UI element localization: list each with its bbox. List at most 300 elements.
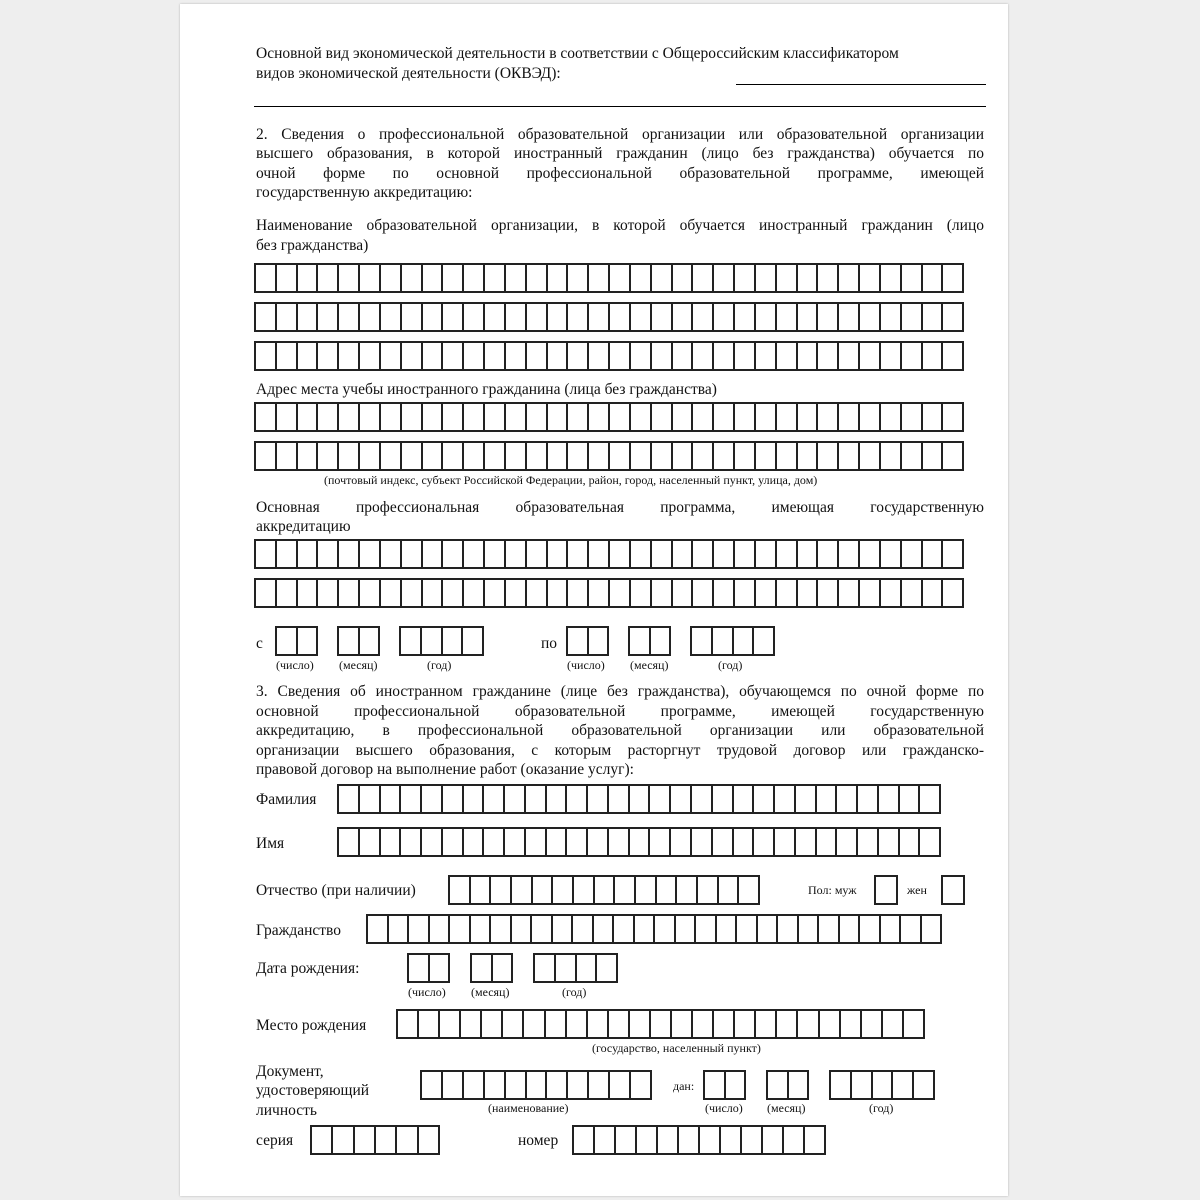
program-row-2[interactable] <box>254 578 964 608</box>
box-cell[interactable] <box>484 784 505 814</box>
box-cell[interactable] <box>409 914 430 944</box>
box-cell[interactable] <box>409 953 430 983</box>
box-cell[interactable] <box>485 341 506 371</box>
box-cell[interactable] <box>839 441 860 471</box>
box-cell[interactable] <box>796 784 817 814</box>
box-cell[interactable] <box>401 626 422 656</box>
box-cell[interactable] <box>860 302 881 332</box>
box-cell[interactable] <box>735 578 756 608</box>
box-cell[interactable] <box>527 263 548 293</box>
box-cell[interactable] <box>548 578 569 608</box>
box-cell[interactable] <box>615 875 636 905</box>
box-cell[interactable] <box>423 539 444 569</box>
box-cell[interactable] <box>902 402 923 432</box>
box-cell[interactable] <box>636 875 657 905</box>
box-cell[interactable] <box>943 441 964 471</box>
box-cell[interactable] <box>402 341 423 371</box>
box-cell[interactable] <box>527 441 548 471</box>
box-cell[interactable] <box>817 827 838 857</box>
to-day-cells[interactable] <box>566 626 609 656</box>
box-cell[interactable] <box>631 341 652 371</box>
box-cell[interactable] <box>692 827 713 857</box>
box-cell[interactable] <box>735 263 756 293</box>
box-cell[interactable] <box>594 914 615 944</box>
box-cell[interactable] <box>277 341 298 371</box>
box-cell[interactable] <box>713 827 734 857</box>
box-cell[interactable] <box>777 441 798 471</box>
id-issue-month-cells[interactable] <box>766 1070 809 1100</box>
box-cell[interactable] <box>443 263 464 293</box>
box-cell[interactable] <box>443 578 464 608</box>
box-cell[interactable] <box>589 1070 610 1100</box>
box-cell[interactable] <box>777 263 798 293</box>
box-cell[interactable] <box>464 341 485 371</box>
box-cell[interactable] <box>839 539 860 569</box>
series-cells[interactable] <box>310 1125 440 1155</box>
box-cell[interactable] <box>860 441 881 471</box>
box-cell[interactable] <box>440 1009 461 1039</box>
box-cell[interactable] <box>256 302 277 332</box>
box-cell[interactable] <box>568 578 589 608</box>
box-cell[interactable] <box>610 341 631 371</box>
to-month-cells[interactable] <box>628 626 671 656</box>
box-cell[interactable] <box>389 914 410 944</box>
box-cell[interactable] <box>673 441 694 471</box>
box-cell[interactable] <box>651 626 672 656</box>
box-cell[interactable] <box>589 441 610 471</box>
box-cell[interactable] <box>360 784 381 814</box>
box-cell[interactable] <box>819 914 840 944</box>
box-cell[interactable] <box>693 402 714 432</box>
box-cell[interactable] <box>714 302 735 332</box>
box-cell[interactable] <box>943 402 964 432</box>
box-cell[interactable] <box>333 1125 354 1155</box>
box-cell[interactable] <box>464 539 485 569</box>
box-cell[interactable] <box>873 1070 894 1100</box>
box-cell[interactable] <box>754 784 775 814</box>
box-cell[interactable] <box>943 539 964 569</box>
box-cell[interactable] <box>734 626 755 656</box>
box-cell[interactable] <box>443 784 464 814</box>
box-cell[interactable] <box>902 302 923 332</box>
box-cell[interactable] <box>527 341 548 371</box>
box-cell[interactable] <box>527 578 548 608</box>
box-cell[interactable] <box>553 914 574 944</box>
box-cell[interactable] <box>798 441 819 471</box>
box-cell[interactable] <box>277 302 298 332</box>
birth-year-cells[interactable] <box>533 953 618 983</box>
box-cell[interactable] <box>318 402 339 432</box>
box-cell[interactable] <box>464 578 485 608</box>
box-cell[interactable] <box>852 1070 873 1100</box>
box-cell[interactable] <box>920 827 941 857</box>
id-issue-year-cells[interactable] <box>829 1070 935 1100</box>
box-cell[interactable] <box>798 302 819 332</box>
box-cell[interactable] <box>714 1009 735 1039</box>
org-name-row-3[interactable] <box>254 341 964 371</box>
box-cell[interactable] <box>484 827 505 857</box>
box-cell[interactable] <box>443 341 464 371</box>
box-cell[interactable] <box>923 263 944 293</box>
box-cell[interactable] <box>298 441 319 471</box>
box-cell[interactable] <box>339 626 360 656</box>
box-cell[interactable] <box>734 827 755 857</box>
birth-day-cells[interactable] <box>407 953 450 983</box>
box-cell[interactable] <box>902 539 923 569</box>
from-month-cells[interactable] <box>337 626 380 656</box>
box-cell[interactable] <box>784 1125 805 1155</box>
box-cell[interactable] <box>818 341 839 371</box>
box-cell[interactable] <box>491 875 512 905</box>
box-cell[interactable] <box>758 914 779 944</box>
box-cell[interactable] <box>652 263 673 293</box>
box-cell[interactable] <box>671 827 692 857</box>
box-cell[interactable] <box>318 341 339 371</box>
box-cell[interactable] <box>277 539 298 569</box>
box-cell[interactable] <box>298 263 319 293</box>
box-cell[interactable] <box>595 1125 616 1155</box>
box-cell[interactable] <box>742 1125 763 1155</box>
box-cell[interactable] <box>547 1070 568 1100</box>
box-cell[interactable] <box>485 263 506 293</box>
okved-input-line-2[interactable] <box>254 106 986 107</box>
box-cell[interactable] <box>943 263 964 293</box>
box-cell[interactable] <box>589 302 610 332</box>
box-cell[interactable] <box>381 578 402 608</box>
box-cell[interactable] <box>503 1009 524 1039</box>
box-cell[interactable] <box>339 341 360 371</box>
box-cell[interactable] <box>339 263 360 293</box>
box-cell[interactable] <box>485 441 506 471</box>
box-cell[interactable] <box>461 1009 482 1039</box>
box-cell[interactable] <box>817 784 838 814</box>
box-cell[interactable] <box>567 827 588 857</box>
box-cell[interactable] <box>610 441 631 471</box>
box-cell[interactable] <box>799 914 820 944</box>
box-cell[interactable] <box>339 578 360 608</box>
box-cell[interactable] <box>775 827 796 857</box>
box-cell[interactable] <box>831 1070 852 1100</box>
box-cell[interactable] <box>568 402 589 432</box>
box-cell[interactable] <box>673 341 694 371</box>
box-cell[interactable] <box>818 539 839 569</box>
box-cell[interactable] <box>904 1009 925 1039</box>
box-cell[interactable] <box>630 827 651 857</box>
box-cell[interactable] <box>381 402 402 432</box>
box-cell[interactable] <box>318 441 339 471</box>
box-cell[interactable] <box>839 302 860 332</box>
box-cell[interactable] <box>506 402 527 432</box>
box-cell[interactable] <box>754 626 775 656</box>
box-cell[interactable] <box>719 875 740 905</box>
box-cell[interactable] <box>298 626 319 656</box>
box-cell[interactable] <box>556 953 577 983</box>
box-cell[interactable] <box>763 1125 784 1155</box>
box-cell[interactable] <box>705 1070 726 1100</box>
box-cell[interactable] <box>756 1009 777 1039</box>
box-cell[interactable] <box>443 1070 464 1100</box>
box-cell[interactable] <box>610 402 631 432</box>
box-cell[interactable] <box>818 402 839 432</box>
box-cell[interactable] <box>614 914 635 944</box>
box-cell[interactable] <box>858 827 879 857</box>
box-cell[interactable] <box>756 302 777 332</box>
box-cell[interactable] <box>610 302 631 332</box>
box-cell[interactable] <box>397 1125 418 1155</box>
box-cell[interactable] <box>796 827 817 857</box>
box-cell[interactable] <box>464 827 485 857</box>
box-cell[interactable] <box>512 914 533 944</box>
box-cell[interactable] <box>381 263 402 293</box>
box-cell[interactable] <box>631 441 652 471</box>
box-cell[interactable] <box>360 302 381 332</box>
box-cell[interactable] <box>677 875 698 905</box>
box-cell[interactable] <box>735 302 756 332</box>
box-cell[interactable] <box>805 1125 826 1155</box>
box-cell[interactable] <box>256 441 277 471</box>
box-cell[interactable] <box>443 539 464 569</box>
box-cell[interactable] <box>485 578 506 608</box>
box-cell[interactable] <box>505 784 526 814</box>
box-cell[interactable] <box>568 626 589 656</box>
box-cell[interactable] <box>568 441 589 471</box>
box-cell[interactable] <box>443 441 464 471</box>
box-cell[interactable] <box>485 402 506 432</box>
box-cell[interactable] <box>318 539 339 569</box>
box-cell[interactable] <box>676 914 697 944</box>
box-cell[interactable] <box>398 1009 419 1039</box>
box-cell[interactable] <box>339 539 360 569</box>
box-cell[interactable] <box>679 1125 700 1155</box>
box-cell[interactable] <box>423 341 444 371</box>
box-cell[interactable] <box>526 827 547 857</box>
box-cell[interactable] <box>256 402 277 432</box>
box-cell[interactable] <box>402 441 423 471</box>
box-cell[interactable] <box>548 341 569 371</box>
box-cell[interactable] <box>464 441 485 471</box>
box-cell[interactable] <box>777 402 798 432</box>
box-cell[interactable] <box>839 341 860 371</box>
box-cell[interactable] <box>548 402 569 432</box>
box-cell[interactable] <box>943 302 964 332</box>
box-cell[interactable] <box>360 441 381 471</box>
box-cell[interactable] <box>635 914 656 944</box>
box-cell[interactable] <box>568 539 589 569</box>
box-cell[interactable] <box>450 914 471 944</box>
box-cell[interactable] <box>692 626 713 656</box>
box-cell[interactable] <box>713 784 734 814</box>
id-doc-name-cells[interactable] <box>420 1070 652 1100</box>
box-cell[interactable] <box>717 914 738 944</box>
box-cell[interactable] <box>355 1125 376 1155</box>
box-cell[interactable] <box>506 539 527 569</box>
box-cell[interactable] <box>567 784 588 814</box>
box-cell[interactable] <box>527 1070 548 1100</box>
box-cell[interactable] <box>574 1125 595 1155</box>
box-cell[interactable] <box>548 441 569 471</box>
box-cell[interactable] <box>376 1125 397 1155</box>
box-cell[interactable] <box>360 827 381 857</box>
box-cell[interactable] <box>671 784 692 814</box>
box-cell[interactable] <box>714 539 735 569</box>
box-cell[interactable] <box>589 578 610 608</box>
box-cell[interactable] <box>902 441 923 471</box>
box-cell[interactable] <box>920 784 941 814</box>
box-cell[interactable] <box>883 1009 904 1039</box>
box-cell[interactable] <box>548 263 569 293</box>
from-year-cells[interactable] <box>399 626 484 656</box>
box-cell[interactable] <box>631 302 652 332</box>
birth-month-cells[interactable] <box>470 953 513 983</box>
box-cell[interactable] <box>526 784 547 814</box>
box-cell[interactable] <box>506 302 527 332</box>
box-cell[interactable] <box>589 626 610 656</box>
box-cell[interactable] <box>756 263 777 293</box>
box-cell[interactable] <box>381 827 402 857</box>
box-cell[interactable] <box>735 441 756 471</box>
box-cell[interactable] <box>589 341 610 371</box>
org-name-row-1[interactable] <box>254 263 964 293</box>
box-cell[interactable] <box>923 402 944 432</box>
box-cell[interactable] <box>789 1070 810 1100</box>
box-cell[interactable] <box>696 914 717 944</box>
box-cell[interactable] <box>401 827 422 857</box>
citizenship-cells[interactable] <box>366 914 942 944</box>
box-cell[interactable] <box>652 441 673 471</box>
box-cell[interactable] <box>553 875 574 905</box>
box-cell[interactable] <box>922 914 943 944</box>
box-cell[interactable] <box>277 578 298 608</box>
box-cell[interactable] <box>339 441 360 471</box>
box-cell[interactable] <box>443 827 464 857</box>
box-cell[interactable] <box>714 441 735 471</box>
box-cell[interactable] <box>506 341 527 371</box>
box-cell[interactable] <box>277 626 298 656</box>
box-cell[interactable] <box>595 875 616 905</box>
box-cell[interactable] <box>798 341 819 371</box>
box-cell[interactable] <box>443 302 464 332</box>
box-cell[interactable] <box>381 539 402 569</box>
box-cell[interactable] <box>402 263 423 293</box>
box-cell[interactable] <box>693 302 714 332</box>
box-cell[interactable] <box>506 578 527 608</box>
number-cells[interactable] <box>572 1125 826 1155</box>
box-cell[interactable] <box>631 578 652 608</box>
box-cell[interactable] <box>577 953 598 983</box>
box-cell[interactable] <box>464 1070 485 1100</box>
box-cell[interactable] <box>879 784 900 814</box>
box-cell[interactable] <box>423 578 444 608</box>
box-cell[interactable] <box>464 302 485 332</box>
box-cell[interactable] <box>256 263 277 293</box>
box-cell[interactable] <box>277 441 298 471</box>
box-cell[interactable] <box>881 302 902 332</box>
box-cell[interactable] <box>616 1125 637 1155</box>
box-cell[interactable] <box>652 341 673 371</box>
box-cell[interactable] <box>402 578 423 608</box>
box-cell[interactable] <box>402 302 423 332</box>
box-cell[interactable] <box>493 953 514 983</box>
box-cell[interactable] <box>527 539 548 569</box>
box-cell[interactable] <box>609 1009 630 1039</box>
box-cell[interactable] <box>277 402 298 432</box>
box-cell[interactable] <box>860 914 881 944</box>
box-cell[interactable] <box>881 914 902 944</box>
box-cell[interactable] <box>881 539 902 569</box>
address-row-2[interactable] <box>254 441 964 471</box>
box-cell[interactable] <box>818 263 839 293</box>
box-cell[interactable] <box>360 539 381 569</box>
box-cell[interactable] <box>754 827 775 857</box>
box-cell[interactable] <box>713 626 734 656</box>
box-cell[interactable] <box>860 539 881 569</box>
box-cell[interactable] <box>768 1070 789 1100</box>
box-cell[interactable] <box>860 402 881 432</box>
box-cell[interactable] <box>464 263 485 293</box>
sex-male-checkbox[interactable] <box>874 875 898 905</box>
box-cell[interactable] <box>573 914 594 944</box>
box-cell[interactable] <box>652 539 673 569</box>
box-cell[interactable] <box>902 263 923 293</box>
box-cell[interactable] <box>422 784 443 814</box>
box-cell[interactable] <box>943 341 964 371</box>
box-cell[interactable] <box>693 263 714 293</box>
box-cell[interactable] <box>609 827 630 857</box>
box-cell[interactable] <box>630 1009 651 1039</box>
box-cell[interactable] <box>798 263 819 293</box>
box-cell[interactable] <box>610 263 631 293</box>
box-cell[interactable] <box>533 875 554 905</box>
program-row-1[interactable] <box>254 539 964 569</box>
box-cell[interactable] <box>588 827 609 857</box>
box-cell[interactable] <box>726 1070 747 1100</box>
box-cell[interactable] <box>402 402 423 432</box>
box-cell[interactable] <box>714 341 735 371</box>
box-cell[interactable] <box>652 402 673 432</box>
box-cell[interactable] <box>298 302 319 332</box>
box-cell[interactable] <box>505 827 526 857</box>
box-cell[interactable] <box>777 1009 798 1039</box>
box-cell[interactable] <box>631 402 652 432</box>
box-cell[interactable] <box>567 1009 588 1039</box>
box-cell[interactable] <box>756 441 777 471</box>
box-cell[interactable] <box>881 578 902 608</box>
box-cell[interactable] <box>923 341 944 371</box>
box-cell[interactable] <box>860 578 881 608</box>
box-cell[interactable] <box>472 953 493 983</box>
box-cell[interactable] <box>900 784 921 814</box>
box-cell[interactable] <box>471 914 492 944</box>
box-cell[interactable] <box>650 784 671 814</box>
box-cell[interactable] <box>735 1009 756 1039</box>
box-cell[interactable] <box>381 302 402 332</box>
box-cell[interactable] <box>256 578 277 608</box>
box-cell[interactable] <box>298 578 319 608</box>
box-cell[interactable] <box>881 441 902 471</box>
box-cell[interactable] <box>839 402 860 432</box>
box-cell[interactable] <box>360 402 381 432</box>
box-cell[interactable] <box>655 914 676 944</box>
box-cell[interactable] <box>277 263 298 293</box>
box-cell[interactable] <box>923 578 944 608</box>
box-cell[interactable] <box>610 578 631 608</box>
box-cell[interactable] <box>547 784 568 814</box>
box-cell[interactable] <box>714 402 735 432</box>
box-cell[interactable] <box>673 578 694 608</box>
box-cell[interactable] <box>735 341 756 371</box>
patronymic-cells[interactable] <box>448 875 760 905</box>
box-cell[interactable] <box>693 539 714 569</box>
